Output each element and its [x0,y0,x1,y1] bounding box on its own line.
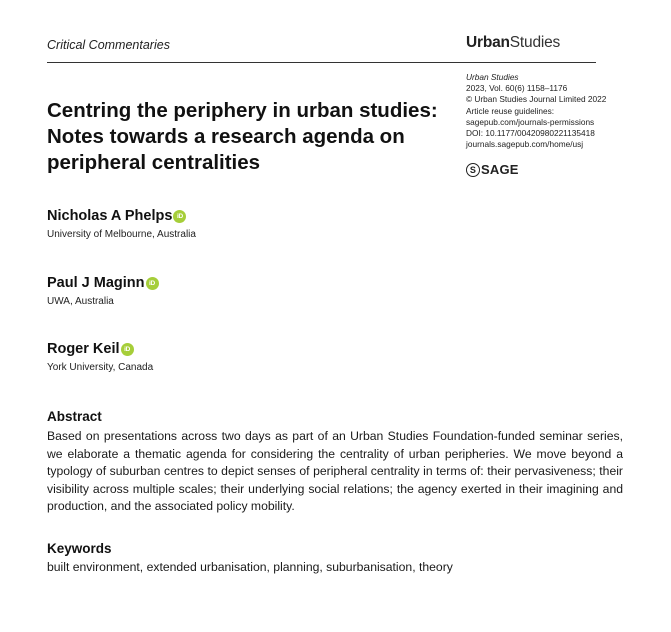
author-3 [47,341,153,373]
meta-issue: 2023, Vol. 60(6) 1158–1176 [466,83,568,94]
section-label: Critical Commentaries [47,38,170,52]
article-metadata [466,72,666,150]
keywords-text: built environment, extended urbanisation, planning, suburbanisation, theory [47,560,453,574]
journal-logo [466,34,560,52]
meta-reuse-label: Article reuse guidelines: [466,105,555,116]
author-affiliation: University of Melbourne, Australia [47,229,196,240]
meta-journal: Urban Studies [466,72,519,82]
header-divider [47,62,596,63]
article-title: Centring the periphery in urban studies: Notes towards a research agenda on peripheral centralities [47,99,438,174]
author-2 [47,275,159,307]
author-name: Roger Keil [47,341,120,357]
publisher-logo [466,162,519,177]
permissions-link[interactable]: sagepub.com/journals-permissions [466,116,595,127]
journal-home-link[interactable]: journals.sagepub.com/home/usj [466,139,584,150]
author-affiliation: UWA, Australia [47,296,114,307]
meta-doi[interactable]: DOI: 10.1177/00420980221135418 [466,128,595,139]
author-name: Paul J Maginn [47,275,145,291]
author-name: Nicholas A Phelps [47,208,173,224]
orcid-icon[interactable]: iD [173,210,186,223]
author-1 [47,208,196,240]
meta-copyright: © Urban Studies Journal Limited 2022 [466,94,607,105]
author-affiliation: York University, Canada [47,362,154,373]
orcid-icon[interactable]: iD [146,277,159,290]
publisher-name: SAGE [481,162,519,177]
keywords-heading: Keywords [47,541,112,556]
journal-logo-light: Studies [509,34,561,51]
abstract-heading: Abstract [47,409,102,424]
journal-logo-bold: Urban [466,34,510,51]
abstract-text: Based on presentations across two days as part of an Urban Studies Foundation-funded seminar series, we elaborate a thematic agenda for considering the centrality of urban peripheries. We move beyond a typology of suburban centres to depict senses of peripheral centrality in terms of: their pervasiveness; their visibility across multiple scales; their underlying social relations; the agency exerted in their imagining and production, and the associated policy mobility. [47,429,623,514]
sage-mark-icon: S [466,163,480,177]
orcid-icon[interactable]: iD [121,343,134,356]
